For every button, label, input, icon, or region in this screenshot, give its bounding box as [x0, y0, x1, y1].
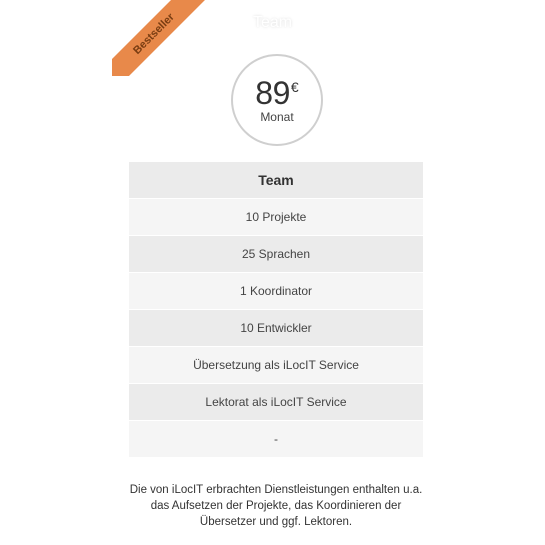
- price-period: Monat: [260, 110, 294, 124]
- service-description: Die von iLocIT erbrachten Dienstleistungen enthalten u.a. das Aufsetzen der Projekte, das Koordinieren der Übersetzer und ggf. Lektoren.: [129, 484, 423, 528]
- feature-row-developers: 10 Entwickler: [129, 310, 423, 347]
- feature-table-header: Team: [129, 162, 423, 199]
- plan-title: Team: [252, 14, 293, 31]
- bestseller-ribbon: [112, 0, 212, 76]
- feature-row-translation-service: Übersetzung als iLocIT Service: [129, 347, 423, 384]
- feature-row-languages: 25 Sprachen: [129, 236, 423, 273]
- feature-row-coordinators: 1 Koordinator: [129, 273, 423, 310]
- feature-row-proofreading-service: Lektorat als iLocIT Service: [129, 384, 423, 421]
- feature-row-empty: -: [129, 421, 423, 458]
- feature-row-projects: 10 Projekte: [129, 199, 423, 236]
- price-amount: 89: [255, 75, 290, 111]
- feature-table: [129, 162, 423, 458]
- price-currency: €: [290, 79, 299, 95]
- price-circle: [231, 54, 323, 146]
- bestseller-badge: Bestseller: [112, 0, 212, 76]
- price-row: [233, 75, 321, 112]
